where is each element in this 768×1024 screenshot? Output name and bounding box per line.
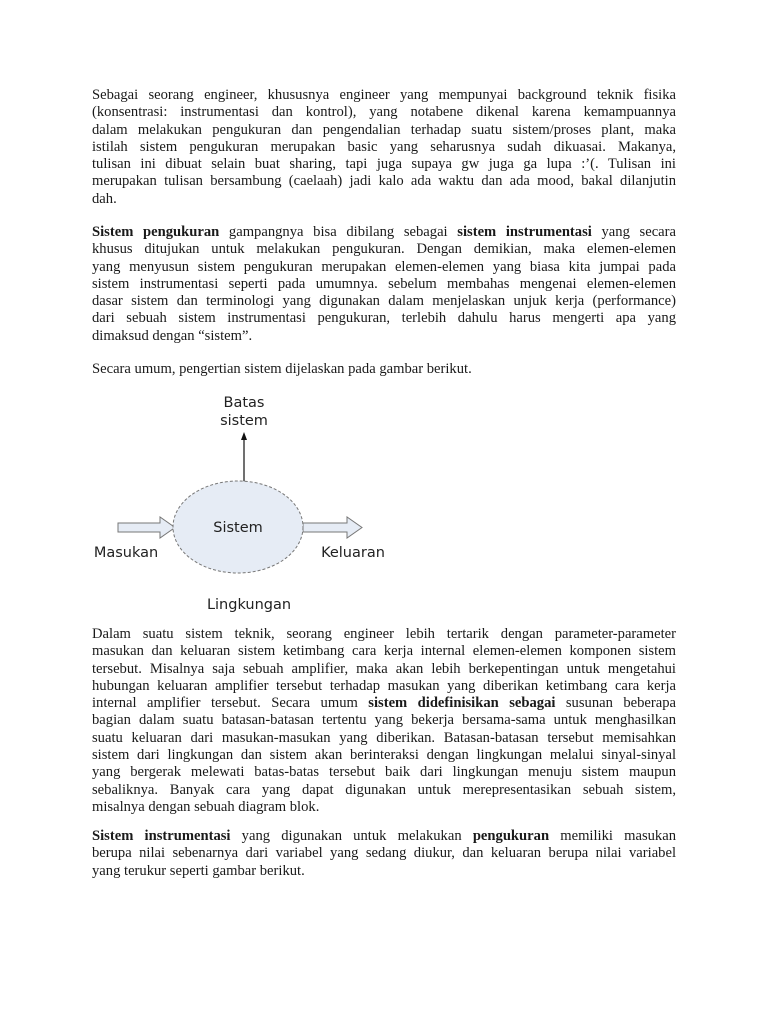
text-line	[92, 782, 676, 799]
text-line	[92, 626, 676, 643]
text-line	[92, 747, 676, 764]
text-run: istilah sistem pengukuran merupakan basic yang seharusnya sudah dikuasai. Makanya,	[92, 138, 676, 155]
bold-term: Sistem instrumentasi	[92, 828, 231, 844]
text-run: yang terukur seperti gambar berikut.	[92, 862, 305, 879]
bold-term: sistem didefinisikan sebagai	[368, 695, 556, 712]
text-run: sistem instrumentasi seperti pada umumnya. sebelum membahas mengenai elemen-elemen	[92, 275, 676, 292]
text-line	[92, 712, 676, 729]
input-arrow	[118, 517, 175, 538]
text-run: yang menyusun sistem pengukuran merupakan elemen-elemen yang biasa kita jumpai pada	[92, 258, 676, 275]
text-line	[92, 224, 676, 241]
text-run: dah.	[92, 190, 117, 207]
text-line	[92, 87, 676, 104]
text-line	[92, 173, 676, 190]
text-line	[92, 328, 676, 345]
text-line	[92, 799, 676, 816]
bold-term: sistem instrumentasi	[457, 224, 592, 240]
output-arrow	[303, 517, 362, 538]
text-run: berupa nilai sebenarnya dari variabel yang sedang diukur, dan keluaran berupa nilai variabel	[92, 845, 676, 862]
text-run: susunan beberapa	[555, 695, 676, 712]
text-line	[92, 104, 676, 121]
bold-term: Sistem pengukuran	[92, 224, 220, 240]
text-run: bagian dalam suatu batasan-batasan tertentu yang bekerja bersama-sama untuk menghasilkan	[92, 712, 676, 729]
text-run: suatu keluaran dari masukan-masukan yang diberikan. Batasan-batasan tersebut memisahkan	[92, 729, 676, 746]
text-line	[92, 259, 676, 276]
text-run: yang bergerak melewati batas-batas tersebut baik dari lingkungan menuju sistem maupun	[92, 764, 676, 781]
paragraph-sistem-pengukuran	[92, 224, 676, 345]
text-line	[92, 122, 676, 139]
text-line	[92, 695, 676, 712]
text-run: tulisan ini dibuat selain buat sharing, tapi juga supaya gw juga ga lupa :’(. Tulisan ini	[92, 156, 676, 173]
text-run: yang secara	[591, 224, 676, 240]
text-run: Dalam suatu sistem teknik, seorang engineer lebih tertarik dengan parameter-parameter	[92, 626, 676, 642]
text-run: yang digunakan untuk melakukan	[230, 828, 473, 844]
text-run: hubungan keluaran amplifier tersebut terhadap masukan yang diberikan ketimbang cara kerja	[92, 677, 676, 694]
text-line	[92, 828, 676, 845]
text-line	[92, 276, 676, 293]
text-run: sistem dari lingkungan dan sistem akan berinteraksi dengan lingkungan melalui sinyal-sinyal	[92, 747, 676, 764]
text-line	[92, 361, 676, 378]
paragraph-figure-intro	[92, 361, 676, 378]
text-run: merupakan tulisan bersambung (caelaah) jadi kalo ada waktu dan ada mood, bakal dilanjutin	[92, 173, 676, 190]
text-line	[92, 139, 676, 156]
paragraph-sistem-instrumentasi	[92, 828, 676, 880]
text-line	[92, 845, 676, 862]
input-label: Masukan	[93, 545, 159, 561]
text-line	[92, 764, 676, 781]
text-run: dalam melakukan pengukuran dan pengendalian terhadap suatu sistem/proses plant, maka	[92, 121, 676, 138]
text-run: (konsentrasi: instrumentasi dan kontrol), yang notabene dikenal karena kemampuannya	[92, 104, 676, 121]
text-line	[92, 643, 676, 660]
environment-label: Lingkungan	[206, 597, 292, 613]
text-run: internal amplifier tersebut. Secara umum	[92, 695, 369, 712]
text-run: dari sebuah sistem instrumentasi pengukuran, terlebih dahulu harus mengerti apa yang	[92, 310, 676, 327]
boundary-label-line1: Batas	[223, 395, 265, 411]
output-label: Keluaran	[321, 545, 385, 561]
text-line	[92, 241, 676, 258]
text-run: tersebut. Misalnya saja sebuah amplifier, maka akan lebih berkepentingan untuk mengetahui	[92, 660, 676, 677]
text-run: misalnya dengan sebuah diagram blok.	[92, 798, 320, 815]
text-run: dasar sistem dan terminologi yang digunakan dalam menjelaskan unjuk kerja (performance)	[92, 293, 676, 310]
text-line	[92, 678, 676, 695]
text-line	[92, 293, 676, 310]
text-line	[92, 863, 676, 880]
text-line	[92, 156, 676, 173]
text-run: gampangnya bisa dibilang sebagai	[219, 224, 458, 240]
text-run: Sebagai seorang engineer, khususnya engineer yang mempunyai background teknik fisika	[92, 87, 676, 103]
text-line	[92, 310, 676, 327]
paragraph-sistem-definition	[92, 626, 676, 816]
text-line	[92, 661, 676, 678]
boundary-arrow-head	[241, 432, 247, 440]
text-run: dimaksud dengan “sistem”.	[92, 327, 253, 344]
paragraph-intro	[92, 87, 676, 208]
text-run: sebaliknya. Banyak cara yang dapat digunakan untuk merepresentasikan sebuah sistem,	[92, 781, 676, 798]
system-label: Sistem	[213, 520, 263, 536]
system-diagram	[85, 385, 395, 615]
text-run: khusus ditujukan untuk melakukan pengukuran. Dengan demikian, maka elemen-elemen	[92, 241, 676, 258]
text-line	[92, 730, 676, 747]
bold-term: pengukuran	[472, 828, 550, 844]
text-run: memiliki masukan	[549, 828, 676, 844]
text-line	[92, 191, 676, 208]
text-run: masukan dan keluaran sistem ketimbang cara kerja internal elemen-elemen komponen sistem	[92, 643, 676, 660]
text-run: Secara umum, pengertian sistem dijelaskan pada gambar berikut.	[92, 361, 472, 377]
boundary-label-line2: sistem	[220, 413, 268, 429]
